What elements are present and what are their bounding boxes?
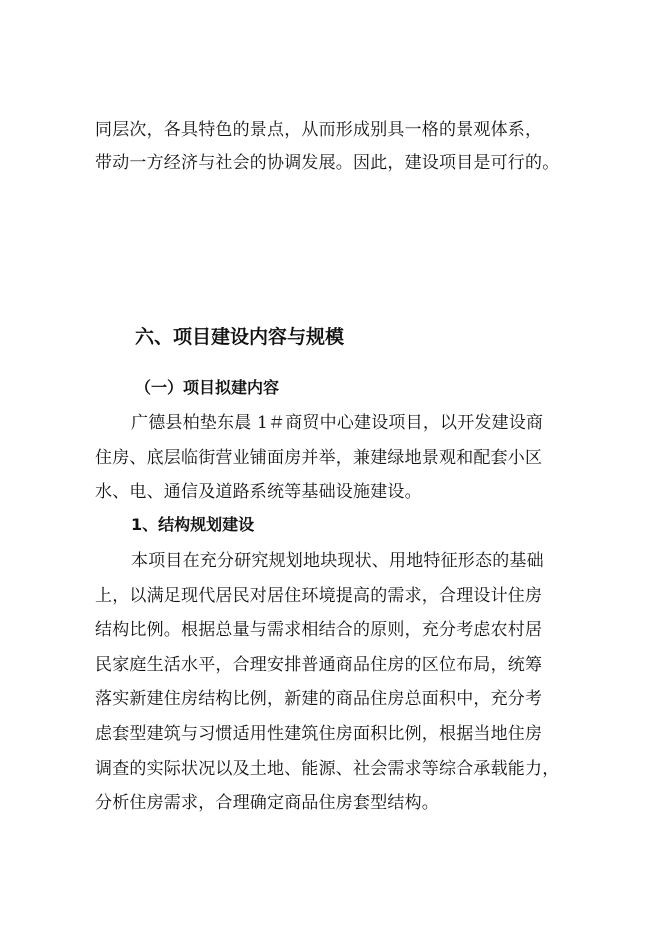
subsection-heading: （一）项目拟建内容 — [135, 378, 280, 397]
paragraph-line: 结构比例。根据总量与需求相结合的原则，充分考虑农村居 — [95, 620, 543, 640]
paragraph-line: 住房、底层临街营业铺面房并举，兼建绿地景观和配套小区 — [95, 448, 543, 468]
paragraph-line: 落实新建住房结构比例，新建的商品住房总面积中，充分考 — [95, 689, 543, 709]
paragraph-line: 民家庭生活水平，合理安排普通商品住房的区位布局，统筹 — [95, 655, 543, 675]
section-heading: 六、项目建设内容与规模 — [135, 326, 345, 348]
intro-line-2: 带动一方经济与社会的协调发展。因此，建设项目是可行的。 — [95, 153, 560, 173]
paragraph-line: 广德县柏垫东晨 1＃商贸中心建设项目，以开发建设商 — [131, 413, 544, 433]
item-heading: 1、结构规划建设 — [131, 515, 255, 534]
paragraph-line: 虑套型建筑与习惯适用性建筑住房面积比例，根据当地住房 — [95, 724, 543, 744]
paragraph-line: 水、电、通信及道路系统等基础设施建设。 — [95, 482, 422, 502]
paragraph-line: 分析住房需求，合理确定商品住房套型结构。 — [95, 793, 439, 813]
paragraph-line: 本项目在充分研究规划地块现状、用地特征形态的基础 — [131, 551, 544, 571]
paragraph-line: 调查的实际状况以及土地、能源、社会需求等综合承载能力， — [95, 759, 560, 779]
paragraph-line: 上，以满足现代居民对居住环境提高的需求，合理设计住房 — [95, 586, 543, 606]
intro-line-1: 同层次，各具特色的景点，从而形成别具一格的景观体系， — [95, 120, 543, 140]
